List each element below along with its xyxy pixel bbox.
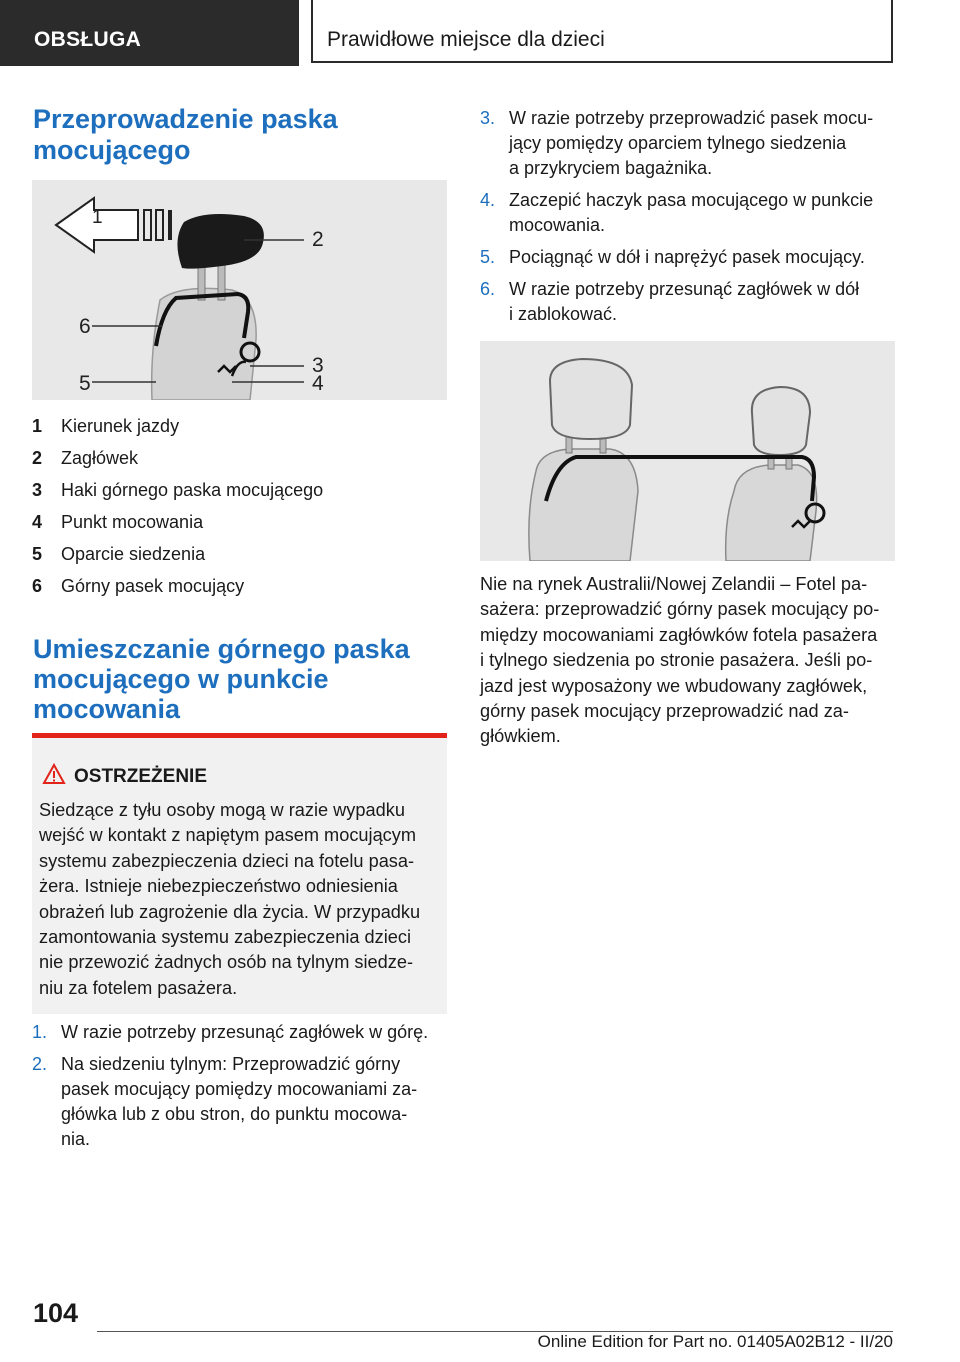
- heading-line: mocującego w punkcie: [33, 664, 329, 694]
- step-line: Pociągnąć w dół i naprężyć pasek mocujący.: [509, 247, 865, 267]
- warning-triangle-icon: [42, 763, 66, 785]
- step-number: 2.: [32, 1054, 48, 1074]
- callout-3: 3: [312, 354, 324, 377]
- step-line: pasek mocujący pomiędzy mocowaniami za-: [61, 1079, 418, 1099]
- step-item: [480, 188, 900, 238]
- callout-4: 4: [312, 372, 324, 395]
- headrest-shape: [177, 214, 263, 269]
- step-line: a przykryciem bagażnika.: [509, 158, 713, 178]
- steps-list-right: [480, 106, 900, 334]
- step-line: Zaczepić haczyk pasa mocującego w punkcie: [509, 190, 874, 210]
- note-line: górny pasek mocujący przeprowadzić nad za-: [480, 701, 849, 722]
- step-number: 3.: [480, 108, 496, 128]
- callout-2: 2: [312, 228, 324, 251]
- step-number: 5.: [480, 247, 496, 267]
- note-line: Nie na rynek Australii/Nowej Zelandii – Fotel pa-: [480, 574, 868, 594]
- legend-text: Haki górnego paska mocującego: [61, 479, 324, 500]
- section-title: OBSŁUGA: [34, 28, 142, 51]
- legend-text: Zagłówek: [61, 447, 139, 468]
- legend-row: [32, 538, 447, 570]
- warning-line: zamontowania systemu zabezpieczenia dzieci: [39, 927, 412, 948]
- step-line: mocowania.: [509, 215, 606, 235]
- step-item: [480, 106, 900, 181]
- legend-row: [32, 506, 447, 538]
- note-line: sażera: przeprowadzić górny pasek mocujący po-: [480, 599, 880, 620]
- warning-line: systemu zabezpieczenia dzieci na fotelu pasa-: [39, 850, 415, 871]
- step-number: 6.: [480, 279, 496, 299]
- legend-number: 5: [32, 543, 43, 564]
- legend-text: Kierunek jazdy: [61, 415, 180, 436]
- legend-number: 2: [32, 447, 43, 468]
- warning-text: [39, 798, 444, 1001]
- legend-text: Oparcie siedzenia: [61, 543, 206, 564]
- warning-line: Siedzące z tyłu osoby mogą w razie wypadku: [39, 800, 405, 820]
- legend-text: Górny pasek mocujący: [61, 575, 245, 596]
- step-line: jący pomiędzy oparciem tylnego siedzenia: [509, 133, 847, 153]
- warning-box: [32, 733, 447, 1014]
- warning-line: nie przewozić żadnych osób na tylnym siedze-: [39, 952, 414, 973]
- warning-line: wejść w kontakt z napiętym pasem mocującym: [39, 825, 417, 846]
- section-tab: [0, 0, 299, 66]
- legend-number: 4: [32, 511, 43, 532]
- two-seat-illustration: [480, 341, 895, 561]
- step-line: nia.: [61, 1129, 91, 1149]
- note-paragraph: [480, 572, 900, 750]
- steps-list-left: [32, 1020, 452, 1159]
- note-line: między mocowaniami zagłówków fotela pasażera: [480, 624, 878, 645]
- step-line: W razie potrzeby przeprowadzić pasek mocu-: [509, 108, 874, 128]
- chapter-tab: [311, 0, 893, 63]
- warning-line: niu za fotelem pasażera.: [39, 977, 238, 998]
- legend-row: [32, 474, 447, 506]
- note-line: i tylnego siedzenia po stronie pasażera. Jeśli po-: [480, 650, 873, 671]
- heading-line: mocowania: [33, 694, 181, 724]
- step-number: 4.: [480, 190, 496, 210]
- note-line: jazd jest wyposażony we wbudowany zagłówek,: [480, 675, 868, 696]
- warning-title: OSTRZEŻENIE: [74, 766, 208, 787]
- step-line: i zablokować.: [509, 304, 618, 324]
- heading-line: mocującego: [33, 135, 191, 165]
- step-line: główka lub z obu stron, do punktu mocowa-: [61, 1104, 408, 1124]
- tether-illustration: [32, 180, 447, 400]
- step-line: W razie potrzeby przesunąć zagłówek w dół: [509, 279, 860, 299]
- legend-number: 3: [32, 479, 43, 500]
- rear-headrest-shape: [752, 387, 810, 455]
- direction-arrow-icon: [56, 198, 172, 252]
- callout-5: 5: [79, 372, 91, 395]
- tether-strap-diagram: [32, 180, 447, 400]
- footer-edition: Online Edition for Part no. 01405A02B12 - II/20: [537, 1332, 893, 1351]
- section-heading-routing: [33, 104, 448, 166]
- warning-line: żera. Istnieje niebezpieczeństwo odniesienia: [39, 876, 398, 897]
- legend-row: [32, 410, 447, 442]
- step-line: Na siedzeniu tylnym: Przeprowadzić górny: [61, 1054, 401, 1074]
- heading-line: Przeprowadzenie paska: [33, 104, 338, 134]
- callout-1: 1: [92, 207, 103, 228]
- seat-backrest-shape: [152, 288, 256, 400]
- step-item: [32, 1052, 452, 1152]
- legend-row: [32, 570, 447, 602]
- callout-6: 6: [79, 315, 91, 338]
- legend-number: 6: [32, 575, 43, 596]
- front-headrest-shape: [550, 359, 632, 439]
- step-line: W razie potrzeby przesunąć zagłówek w górę.: [61, 1022, 429, 1042]
- step-item: [480, 245, 900, 270]
- legend-row: [32, 442, 447, 474]
- note-line: główkiem.: [480, 726, 561, 747]
- heading-line: Umieszczanie górnego paska: [33, 634, 410, 664]
- two-seat-tether-diagram: [480, 341, 895, 561]
- step-item: [32, 1020, 452, 1045]
- step-item: [480, 277, 900, 327]
- section-heading-anchoring: [33, 634, 448, 724]
- warning-line: obrażeń lub zagrożenie dla życia. W przypadku: [39, 901, 421, 922]
- chapter-title: Prawidłowe miejsce dla dzieci: [327, 28, 605, 51]
- page-number: 104: [33, 1298, 79, 1328]
- legend-number: 1: [32, 415, 43, 436]
- legend-text: Punkt mocowania: [61, 511, 204, 532]
- step-number: 1.: [32, 1022, 48, 1042]
- figure-legend: [32, 410, 447, 602]
